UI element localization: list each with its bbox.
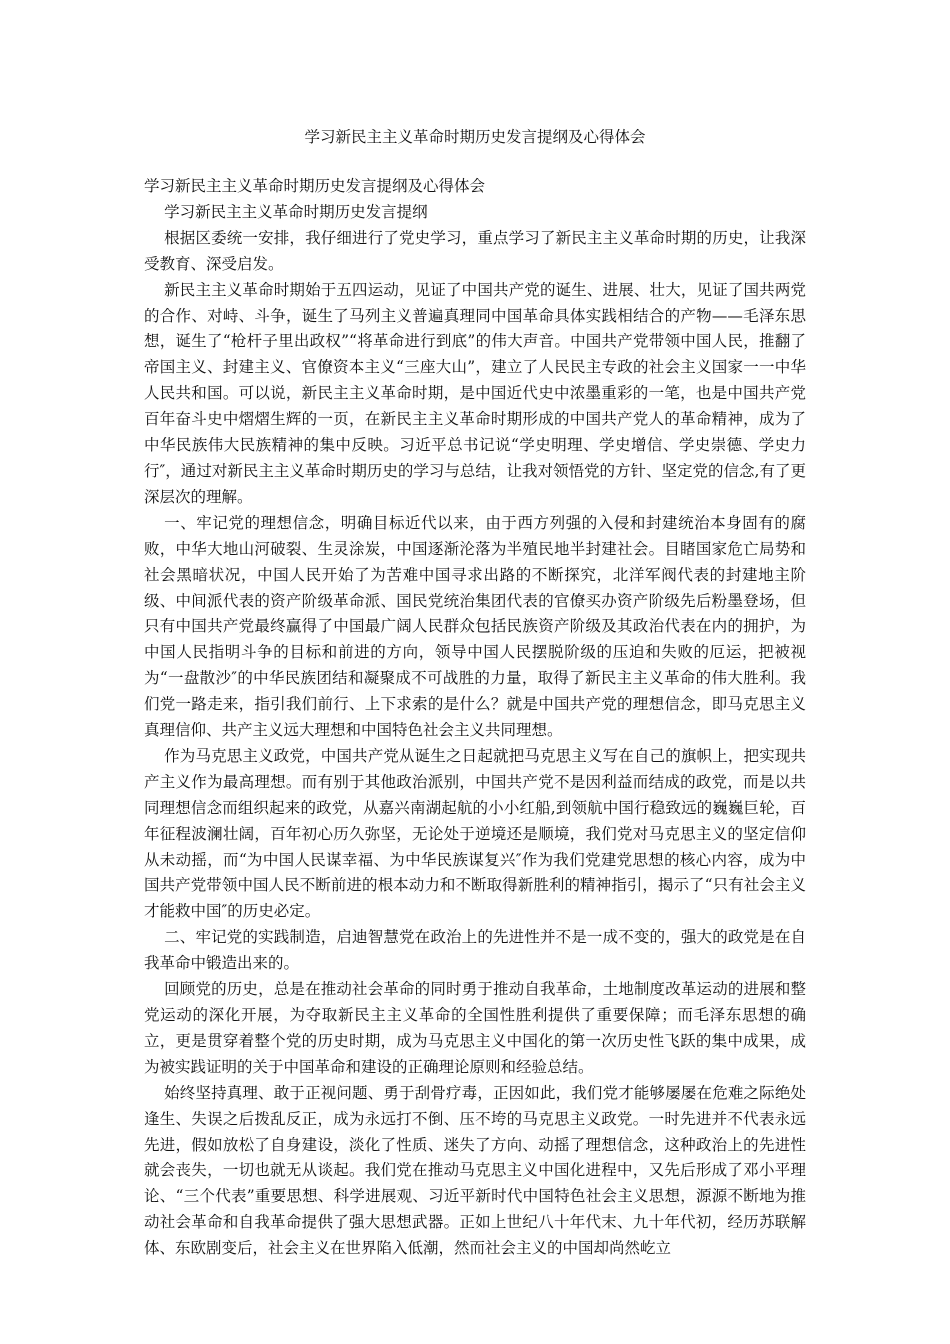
- paragraph-heading: 学习新民主主义革命时期历史发言提纲及心得体会: [144, 177, 486, 195]
- paragraph: 二、牢记党的实践制造，启迪智慧党在政治上的先进性并不是一成不变的，强大的政党是在自我革命中锻造出来的。: [144, 928, 806, 973]
- document-title: 学习新民主主义革命时期历史发言提纲及心得体会: [304, 128, 646, 146]
- paragraph: 始终坚持真理、敢于正视问题、勇于刮骨疗毒，正因如此，我们党才能够屡屡在危难之际绝处逢生、失误之后拨乱反正，成为永远打不倒、压不垮的马克思主义政党。一时先进并不代表永远先进，假如放松了自身建设，淡化了性质、迷失了方向、动摇了理想信念，这种政治上的先进性就会丧失，一切也就无从谈起。我们党在推动马克思主义中国化进程中，又先后形成了邓小平理论、“三个代表”重要思想、科学进展观、习近平新时代中国特色社会主义思想，源源不断地为推动社会革命和自我革命提供了强大思想武器。正如上世纪八十年代末、九十年代初，经历苏联解体、东欧剧变后，社会主义在世界陷入低潮，然而社会主义的中国却尚然屹立: [144, 1083, 806, 1258]
- paragraph: 根据区委统一安排，我仔细进行了党史学习，重点学习了新民主主义革命时期的历史，让我深受教育、深受启发。: [144, 228, 806, 273]
- paragraph: 新民主主义革命时期始于五四运动，见证了中国共产党的诞生、进展、壮大，见证了国共两党的合作、对峙、斗争，诞生了马列主义普遍真理同中国革命具体实践相结合的产物——毛泽东思想，诞生了“枪杆子里出政权”“将革命进行到底”的伟大声音。中国共产党带领中国人民，推翻了帝国主义、封建主义、官僚资本主义“三座大山”，建立了人民民主专政的社会主义国家一一中华人民共和国。可以说，新民主主义革命时期，是中国近代史中浓墨重彩的一笔，也是中国共产党百年奋斗史中熠熠生辉的一页，在新民主主义革命时期形成的中国共产党人的革命精神，成为了中华民族伟大民族精神的集中反映。习近平总书记说“学史明理、学史增信、学史崇德、学史力行″，通过对新民主主义革命时期历史的学习与总结，让我对领悟党的方针、坚定党的信念,有了更深层次的理解。: [144, 280, 806, 506]
- paragraph: 作为马克思主义政党，中国共产党从诞生之日起就把马克思主义写在自己的旗帜上，把实现共产主义作为最高理想。而有别于其他政治派别，中国共产党不是因利益而结成的政党，而是以共同理想信念而组织起来的政党，从嘉兴南湖起航的小小红船,到领航中国行稳致远的巍巍巨轮，百年征程波澜壮阔，百年初心历久弥坚，无论处于逆境还是顺境，我们党对马克思主义的坚定信仰从未动摇，而“为中国人民谋幸福、为中华民族谋复兴″作为我们党建党思想的核心内容，成为中国共产党带领中国人民不断前进的根本动力和不断取得新胜利的精神指引，揭示了“只有社会主义才能救中国″的历史必定。: [144, 746, 806, 921]
- document-body: [144, 174, 806, 1262]
- paragraph: 回顾党的历史，总是在推动社会革命的同时勇于推动自我革命，土地制度改革运动的进展和整党运动的深化开展，为夺取新民主主义革命的全国性胜利提供了重要保障；而毛泽东思想的确立，更是贯穿着整个党的历史时期，成为马克思主义中国化的第一次历史性飞跃的集中成果，成为被实践证明的关于中国革命和建设的正确理论原则和经验总结。: [144, 980, 806, 1076]
- paragraph: 一、牢记党的理想信念，明确目标近代以来，由于西方列强的入侵和封建统治本身固有的腐败，中华大地山河破裂、生灵涂炭，中国逐渐沦落为半殖民地半封建社会。目睹国家危亡局势和社会黑暗状况，中国人民开始了为苦难中国寻求出路的不断探究，北洋军阀代表的封建地主阶级、中间派代表的资产阶级革命派、国民党统治集团代表的官僚买办资产阶级先后粉墨登场，但只有中国共产党最终赢得了中国最广阔人民群众包括民族资产阶级及其政治代表在内的拥护，为中国人民指明斗争的目标和前进的方向，领导中国人民摆脱阶级的压迫和失败的厄运，把被视为“一盘散沙″的中华民族团结和凝聚成不可战胜的力量，取得了新民主主义革命的伟大胜利。我们党一路走来，指引我们前行、上下求索的是什么？就是中国共产党的理想信念，即马克思主义真理信仰、共产主义远大理想和中国特色社会主义共同理想。: [144, 513, 806, 740]
- paragraph-subheading: 学习新民主主义革命时期历史发言提纲: [164, 202, 428, 221]
